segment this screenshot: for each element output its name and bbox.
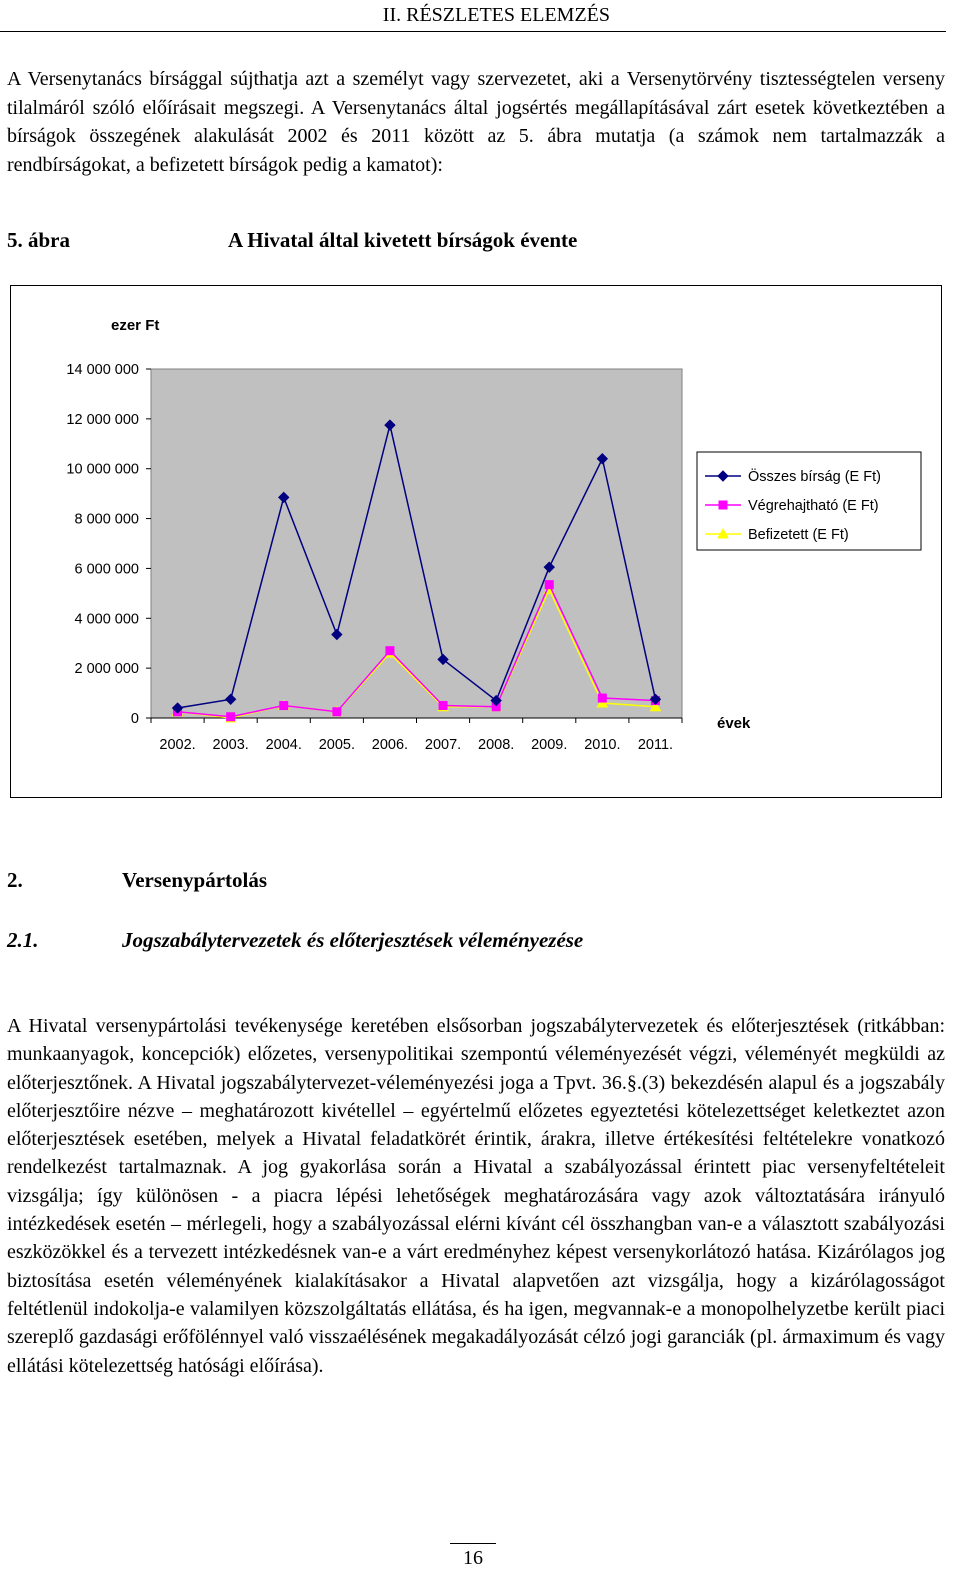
legend-swatch-marker bbox=[719, 501, 727, 509]
legend-label: Végrehajtható (E Ft) bbox=[748, 498, 879, 514]
x-tick-label: 2002. bbox=[159, 737, 196, 753]
x-tick-label: 2005. bbox=[318, 737, 355, 753]
body-paragraph: A Hivatal versenypártolási tevékenysége keretében elsősorban jogszabálytervezetek és előterjesztések (ritkábban: munkaanyagok, koncepciók) előzetes, versenypolitikai szempontú véleményezését végzi, véleményét megküldi az előterjesztőnek. A Hivatal jogszabálytervezet-véleményezési joga a Tpvt. 36.§.(3) bekezdésén alapul és a jogszabály előterjesztőire nézve – meghatározott kivétellel – egyértelmű előzetes egyeztetési kötelezettséget keletkeztet azon előterjesztések esetében, melyek a Hivatal feladatkörét érintik, árakra, illetve értékesítési feltételekre vonatkozó rendelkezést tartalmaznak. A jog gyakorlása során a Hivatal a szabályozással érintett piac versenyfeltételeit vizsgálja; így különösen - a piacra lépési lehetőségek meghatározására vagy azok változtatására irányuló intézkedések esetén – mérlegeli, hogy a szabályozással elérni kívánt cél összhangban van-e a választott szabályozási eszközökkel és a tervezett intézkedésnek van-e a várt eredményhez képest versenykorlátozó hatása. Kizárólagos jog biztosítása esetén véleményének kialakításakor a Hivatal alapvetően azt vizsgálja, hogy a kizárólagosságot feltétlenül indokolja-e valamilyen közszolgáltatás ellátása, és ha igen, megvannak-e a monopolhelyzetbe került piaci szereplő gazdasági erőfölénnyel való visszaélésének megakadályozását célzó jogi garanciák (pl. ármaximum és vagy ellátási kötelezettség hatósági előírása). bbox=[7, 1015, 945, 1377]
x-tick-label: 2009. bbox=[531, 737, 568, 753]
x-tick-label: 2011. bbox=[637, 737, 674, 753]
x-tick-label: 2004. bbox=[265, 737, 302, 753]
figure-title: A Hivatal által kivetett bírságok évente bbox=[228, 228, 578, 252]
page-header bbox=[0, 0, 946, 32]
y-tick-label: 2 000 000 bbox=[74, 661, 139, 678]
footer-rule bbox=[450, 1543, 496, 1544]
y-tick-label: 12 000 000 bbox=[66, 411, 139, 428]
header-title: II. RÉSZLETES ELEMZÉS bbox=[382, 4, 610, 26]
data-point bbox=[598, 694, 606, 702]
data-point bbox=[386, 647, 394, 655]
legend bbox=[697, 452, 921, 550]
data-point bbox=[280, 702, 288, 710]
y-tick-label: 10 000 000 bbox=[66, 461, 139, 478]
x-tick-label: 2006. bbox=[371, 737, 409, 753]
y-tick-label: 4 000 000 bbox=[74, 611, 139, 628]
x-tick-label: 2008. bbox=[478, 737, 515, 753]
y-tick-label: 0 bbox=[130, 711, 139, 727]
subsection-heading bbox=[7, 928, 583, 953]
data-point bbox=[227, 713, 235, 721]
legend-label: Befizetett (E Ft) bbox=[748, 527, 849, 543]
subsection-title: Jogszabálytervezetek és előterjesztések véleményezése bbox=[122, 928, 584, 952]
section-title: Versenypártolás bbox=[122, 868, 268, 892]
y-tick-label: 8 000 000 bbox=[74, 511, 139, 528]
legend-label: Összes bírság (E Ft) bbox=[748, 469, 881, 485]
y-tick-label: 6 000 000 bbox=[74, 561, 139, 578]
intro-paragraph: A Versenytanács bírsággal sújthatja azt a személyt vagy szervezetet, aki a Versenytörvény tisztességtelen verseny tilalmáról szóló előírásait megszegi. A Versenytanács által jogsértés megállapításával zárt esetek következtében a bírságok összegének alakulását 2002 és 2011 között az 5. ábra mutatja (a számok nem tartalmazzák a rendbírságokat, a befizetett bírságok pedig a kamatot): bbox=[7, 68, 945, 176]
subsection-number: 2.1. bbox=[7, 928, 39, 952]
data-point bbox=[545, 581, 553, 589]
data-point bbox=[439, 702, 447, 710]
x-axis-label: évek bbox=[717, 715, 751, 732]
page-number: 16 bbox=[463, 1547, 483, 1569]
fines-line-chart bbox=[11, 286, 941, 797]
x-tick-label: 2007. bbox=[424, 737, 462, 753]
x-tick-label: 2003. bbox=[212, 737, 249, 753]
section-heading bbox=[7, 868, 267, 893]
y-axis-label: ezer Ft bbox=[111, 317, 160, 334]
x-tick-label: 2010. bbox=[584, 737, 621, 753]
figure-number: 5. ábra bbox=[7, 228, 70, 252]
y-tick-label: 14 000 000 bbox=[66, 362, 139, 378]
data-point bbox=[333, 708, 341, 716]
section-number: 2. bbox=[7, 868, 23, 892]
chart-container bbox=[10, 285, 942, 798]
